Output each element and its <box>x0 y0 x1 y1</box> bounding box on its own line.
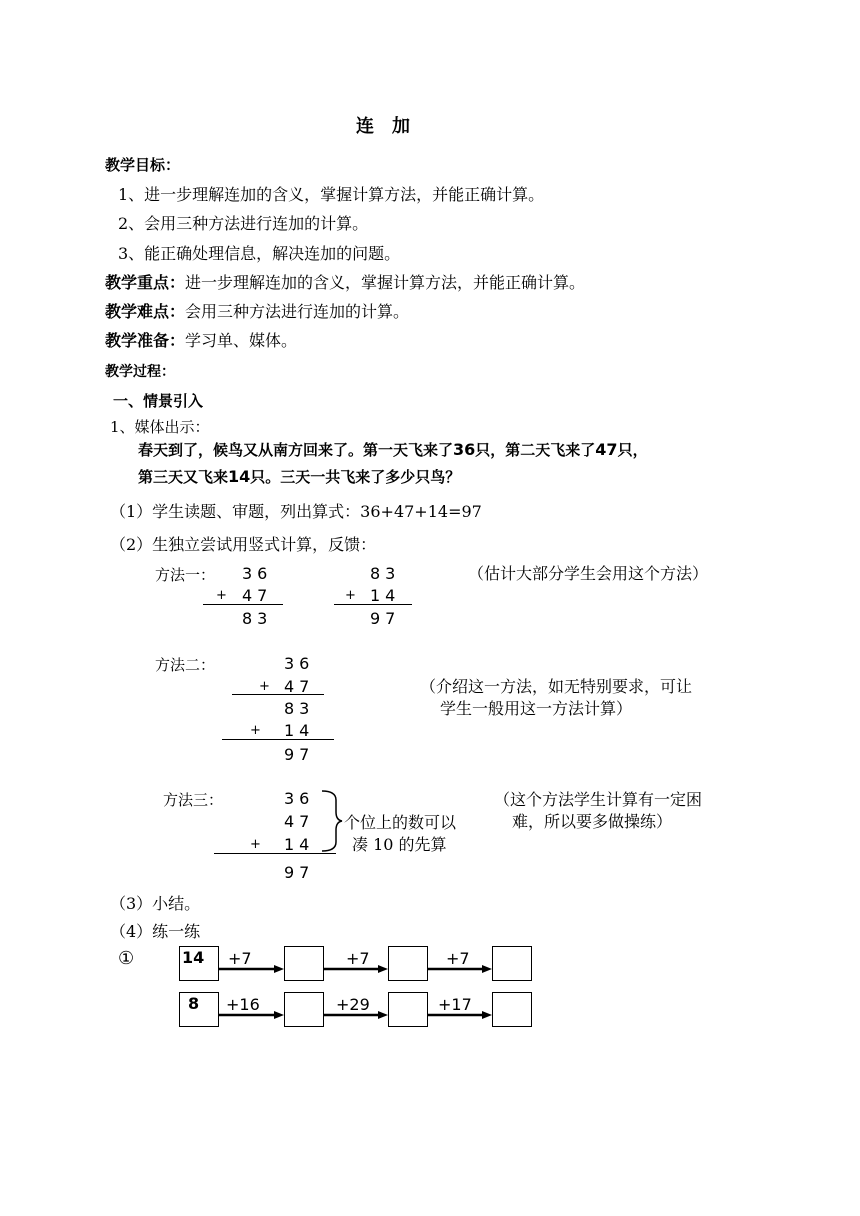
start-number: 8 <box>188 994 200 1013</box>
method-2-row: 83 <box>284 699 315 718</box>
operation-label: +7 <box>446 949 470 968</box>
preparation-text: 学习单、媒体。 <box>185 331 298 350</box>
answer-box[interactable] <box>284 992 324 1027</box>
page-title: 连 加 <box>356 116 410 137</box>
problem-text: 只， <box>617 441 648 459</box>
method-3-note: 难，所以要多做操练） <box>512 812 673 831</box>
plus-sign: + <box>250 723 261 738</box>
method-3-row: 14 <box>284 835 315 854</box>
preparation-label: 教学准备： <box>105 331 186 350</box>
step-3: （3）小结。 <box>110 894 201 913</box>
objective-item: 3、能正确处理信息，解决连加的问题。 <box>118 244 401 263</box>
difficulty-label: 教学难点： <box>105 302 186 321</box>
method-1b-top: 83 <box>370 564 401 583</box>
operation-label: +7 <box>228 949 252 968</box>
method-1a-result: 83 <box>242 609 273 628</box>
circled-one-marker: ① <box>118 948 135 969</box>
start-number: 14 <box>182 948 205 967</box>
method-1a-addend: 47 <box>242 586 273 605</box>
answer-box[interactable] <box>284 946 324 981</box>
start-box <box>179 946 219 981</box>
start-box <box>179 992 219 1027</box>
operation-label: +7 <box>346 949 370 968</box>
key-point-label: 教学重点： <box>105 273 186 292</box>
arrow-head-icon <box>482 965 492 973</box>
method-2-row: 47 <box>284 677 315 696</box>
plus-sign: + <box>259 679 270 694</box>
right-brace-icon <box>322 791 342 851</box>
answer-box[interactable] <box>492 946 532 981</box>
answer-box[interactable] <box>492 992 532 1027</box>
objective-item: 1、进一步理解连加的含义，掌握计算方法，并能正确计算。 <box>118 185 545 204</box>
plus-sign: + <box>250 837 261 852</box>
problem-number: 14 <box>228 467 251 486</box>
answer-box[interactable] <box>388 992 428 1027</box>
method-1b-result: 97 <box>370 609 401 628</box>
operation-label: +17 <box>438 995 472 1014</box>
arrow-head-icon <box>274 965 284 973</box>
arrow-head-icon <box>274 1011 284 1019</box>
method-3-row: 47 <box>284 812 315 831</box>
difficulty-text: 会用三种方法进行连加的计算。 <box>185 302 410 321</box>
method-1-note: （估计大部分学生会用这个方法） <box>468 564 709 583</box>
method-3-note: （这个方法学生计算有一定困 <box>494 790 703 809</box>
brace-note: 个位上的数可以 <box>344 813 457 832</box>
method-2-row: 14 <box>284 721 315 740</box>
plus-sign: + <box>216 588 227 603</box>
plus-sign: + <box>345 588 356 603</box>
arrow-head-icon <box>378 965 388 973</box>
method-3-row: 36 <box>284 789 315 808</box>
step-1: （1）学生读题、审题，列出算式：36+47+14=97 <box>110 502 482 521</box>
method-3-label: 方法三： <box>163 791 224 809</box>
problem-text: 春天到了，候鸟又从南方回来了。第一天飞来了 <box>138 441 454 459</box>
method-1a-top: 36 <box>242 564 273 583</box>
method-2-row: 97 <box>284 745 315 764</box>
operation-label: +16 <box>226 995 260 1014</box>
problem-number: 47 <box>595 440 618 459</box>
objective-item: 2、会用三种方法进行连加的计算。 <box>118 214 369 233</box>
problem-number: 36 <box>453 440 476 459</box>
method-2-note: （介绍这一方法，如无特别要求，可让 <box>420 677 693 696</box>
method-3-row: 97 <box>284 863 315 882</box>
method-1b-addend: 14 <box>370 586 401 605</box>
method-1-label: 方法一： <box>155 566 216 584</box>
media-label: 1、媒体出示： <box>110 418 210 436</box>
step-4: （4）练一练 <box>110 922 201 941</box>
section-heading: 一、情景引入 <box>113 392 204 410</box>
operation-label: +29 <box>336 995 370 1014</box>
process-heading: 教学过程： <box>105 364 175 380</box>
step-2: （2）生独立尝试用竖式计算，反馈： <box>110 535 377 554</box>
method-2-note: 学生一般用这一方法计算） <box>440 699 633 718</box>
objectives-heading: 教学目标： <box>105 156 181 174</box>
arrow-head-icon <box>378 1011 388 1019</box>
method-2-row: 36 <box>284 654 315 673</box>
brace-note: 凑 10 的先算 <box>352 835 447 854</box>
arrow-head-icon <box>482 1011 492 1019</box>
problem-text: 第三天又飞来 <box>138 468 229 486</box>
key-point-text: 进一步理解连加的含义，掌握计算方法，并能正确计算。 <box>185 273 586 292</box>
method-2-label: 方法二： <box>155 656 216 674</box>
problem-text: 只，第二天飞来了 <box>475 441 596 459</box>
answer-box[interactable] <box>388 946 428 981</box>
problem-text: 只。三天一共飞来了多少只鸟？ <box>250 468 461 486</box>
